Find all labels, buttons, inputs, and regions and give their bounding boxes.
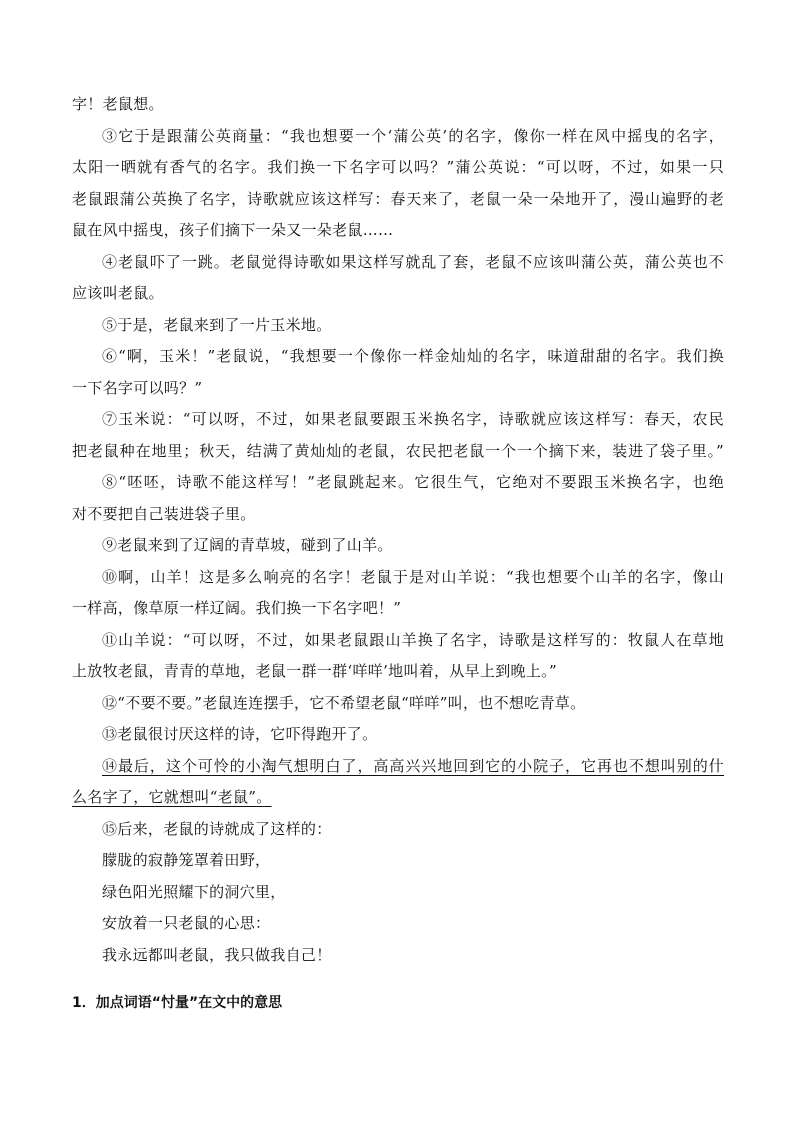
paragraph-line: 太阳一晒就有香气的名字。我们换一下名字可以吗？”蒲公英说：“可以呀，不过，如果一只: [72, 158, 724, 176]
poem-line: 朦胧的寂静笼罩着田野，: [102, 851, 271, 869]
paragraph-line: ⑩啊，山羊！这是多么响亮的名字！老鼠于是对山羊说：“我也想要个山羊的名字，像山: [102, 568, 724, 586]
underlined-paragraph-line: ⑭最后，这个可怜的小淘气想明白了，高高兴兴地回到它的小院子，它再也不想叫别的什: [102, 757, 724, 775]
paragraph-line: ⑤于是，老鼠来到了一片玉米地。: [102, 316, 332, 334]
paragraph-line: ⑮后来，老鼠的诗就成了这样的：: [102, 820, 332, 838]
paragraph-line: ⑬老鼠很讨厌这样的诗，它吓得跑开了。: [102, 725, 378, 743]
poem-line: 安放着一只老鼠的心思：: [102, 914, 271, 932]
paragraph-line: 鼠在风中摇曳，孩子们摘下一朵又一朵老鼠……: [72, 221, 394, 239]
paragraph-line: 应该叫老鼠。: [72, 284, 164, 302]
paragraph-line: 把老鼠种在地里；秋天，结满了黄灿灿的老鼠，农民把老鼠一个一个摘下来，装进了袋子里。”: [72, 442, 724, 460]
poem-line: 我永远都叫老鼠，我只做我自己！: [102, 946, 332, 964]
paragraph-line: 一下名字可以吗？”: [72, 379, 203, 397]
paragraph-line: ⑦玉米说：“可以呀，不过，如果老鼠要跟玉米换名字，诗歌就应该这样写：春天，农民: [102, 410, 724, 428]
paragraph-line: 对不要把自己装进袋子里。: [72, 505, 256, 523]
paragraph-line: 上放牧老鼠，青青的草地，老鼠一群一群‘咩咩’地叫着，从早上到晚上。”: [72, 662, 557, 680]
paragraph-line: ⑥“啊，玉米！”老鼠说，“我想要一个像你一样金灿灿的名字，味道甜甜的名字。我们换: [102, 347, 724, 365]
question-heading: 1．加点词语“忖量”在文中的意思: [72, 995, 283, 1011]
paragraph-line: 一样高，像草原一样辽阔。我们换一下名字吧！”: [72, 599, 402, 617]
paragraph-line: ③它于是跟蒲公英商量：“我也想要一个‘蒲公英’的名字，像你一样在风中摇曳的名字，: [102, 127, 724, 145]
paragraph-line: ⑫“不要不要。”老鼠连连摆手，它不希望老鼠“咩咩”叫，也不想吃青草。: [102, 694, 586, 712]
paragraph-line: 字！老鼠想。: [72, 95, 164, 113]
underlined-paragraph-line: 么名字了，它就想叫“老鼠”。: [72, 788, 272, 806]
paragraph-line: ⑧“呸呸，诗歌不能这样写！”老鼠跳起来。它很生气，它绝对不要跟玉米换名字，也绝: [102, 473, 724, 491]
paragraph-line: ④老鼠吓了一跳。老鼠觉得诗歌如果这样写就乱了套，老鼠不应该叫蒲公英，蒲公英也不: [102, 253, 724, 271]
paragraph-line: ⑨老鼠来到了辽阔的青草坡，碰到了山羊。: [102, 536, 393, 554]
paragraph-line: ⑪山羊说：“可以呀，不过，如果老鼠跟山羊换了名字，诗歌是这样写的：牧鼠人在草地: [102, 631, 724, 649]
poem-line: 绿色阳光照耀下的洞穴里，: [102, 883, 286, 901]
paragraph-line: 老鼠跟蒲公英换了名字，诗歌就应该这样写：春天来了，老鼠一朵一朵地开了，漫山遍野的老: [72, 190, 724, 208]
